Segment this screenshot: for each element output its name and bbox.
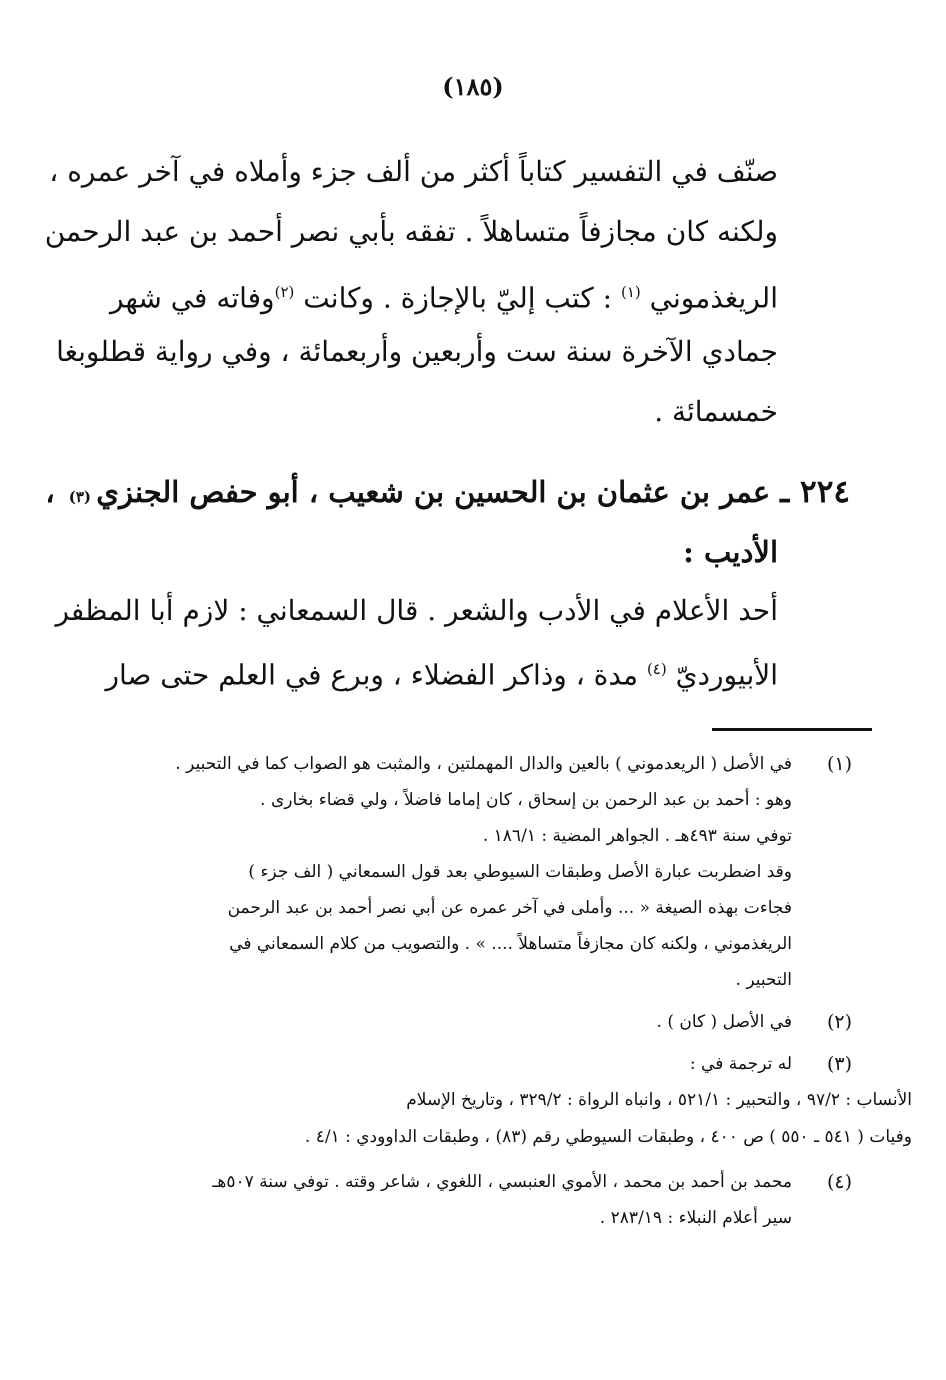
footnote-ref-4: (٤): [646, 660, 667, 678]
page-number: (١٨٥): [442, 72, 504, 101]
paragraph-text: الريغذموني: [649, 281, 778, 315]
footnote-line: فجاءت بهذه الصيغة « ... وأملى في آخر عمره عن أبي نصر أحمد بن عبد الرحمن: [227, 898, 792, 918]
footnotes: [122, 746, 912, 1236]
entry-subtitle: الأديب :: [683, 535, 778, 569]
paragraph-line: خمسمائة .: [654, 395, 778, 428]
footnote-separator: [712, 728, 872, 731]
footnote-4: [122, 1164, 852, 1236]
entry-number: ٢٢٤ ـ: [780, 474, 850, 510]
paragraph-line: جمادي الآخرة سنة ست وأربعين وأربعمائة ، وفي رواية قطلوبغا: [56, 335, 778, 368]
footnote-2: [122, 1004, 852, 1040]
footnote-1: [122, 746, 852, 998]
footnote-line: التحبير .: [735, 970, 792, 990]
footnote-text: [122, 746, 792, 998]
footnote-3: [122, 1046, 852, 1082]
footnote-text: [122, 1004, 792, 1040]
paragraph-line: [110, 262, 778, 322]
footnote-line: وهو : أحمد بن عبد الرحمن بن إسحاق ، كان إماما فاضلاً ، ولي قضاء بخارى .: [260, 790, 792, 810]
footnote-line: توفي سنة ٤٩٣هـ . الجواهر المضية : ١٨٦/١ .: [482, 826, 792, 846]
footnote-number: (٣): [826, 1053, 852, 1075]
footnote-ref-3: (٣): [68, 488, 97, 506]
main-paragraph: [44, 142, 778, 442]
footnote-ref-1: (١): [620, 283, 641, 301]
footnote-ref-2: (٢): [274, 283, 295, 301]
footnote-line: وفيات ( ٥٤١ ـ ٥٥٠ ) ص ٤٠٠ ، وطبقات السيوطي رقم (٨٣) ، وطبقات الداوودي : ٤/١ .: [304, 1127, 912, 1147]
entry-body-text: مدة ، وذاكر الفضلاء ، وبرع في العلم حتى صار: [105, 658, 639, 692]
footnote-ref-number: ٤: [652, 660, 661, 678]
footnote-text: [122, 1164, 792, 1236]
footnote-text: [122, 1046, 792, 1082]
paragraph-line: صنّف في التفسير كتاباً أكثر من ألف جزء وأملاه في آخر عمره ،: [49, 155, 778, 188]
footnote-line: سير أعلام النبلاء : ٢٨٣/١٩ .: [599, 1208, 792, 1228]
paragraph-text: وفاته في شهر: [110, 281, 275, 315]
footnote-number: (٤): [826, 1171, 852, 1193]
entry-title: عمر بن عثمان بن الحسين بن شعيب ، أبو حفص الجنزي: [96, 475, 771, 509]
footnote-number: (١): [826, 753, 852, 775]
entry-body-line: [90, 640, 778, 698]
paragraph-text: : كتب إليّ بالإجازة . وكانت: [303, 281, 613, 315]
entry-body: [55, 582, 850, 698]
footnote-ref-number: ١: [626, 283, 635, 301]
footnote-line: وقد اضطربت عبارة الأصل وطبقات السيوطي بعد قول السمعاني ( الف جزء ): [248, 862, 792, 882]
footnote-line: محمد بن أحمد بن محمد ، الأموي العنبسي ، اللغوي ، شاعر وقته . توفي سنة ٥٠٧هـ: [212, 1172, 792, 1192]
footnote-text: [122, 1082, 912, 1156]
footnote-line: في الأصل ( الريعدموني ) بالعين والدال المهملتين ، والمثبت هو الصواب كما في التحبير .: [175, 754, 792, 774]
footnote-line: الريغذموني ، ولكنه كان مجازفاً متساهلاً .... » . والتصويب من كلام السمعاني في: [229, 934, 792, 954]
biography-entry: [45, 462, 850, 698]
footnote-line: في الأصل ( كان ) .: [656, 1012, 792, 1032]
footnote-3-continued: [122, 1082, 912, 1156]
footnote-line: الأنساب : ٩٧/٢ ، والتحبير : ٥٢١/١ ، وانباه الرواة : ٣٢٩/٢ ، وتاريخ الإسلام: [406, 1090, 912, 1110]
footnote-line: له ترجمة في :: [689, 1054, 792, 1074]
footnote-ref-number: ٢: [280, 283, 289, 301]
entry-heading: [45, 462, 850, 522]
footnote-number: (٢): [826, 1011, 852, 1033]
entry-body-text: الأبيورديّ: [675, 658, 778, 692]
footnote-ref-number: ٣: [75, 488, 84, 506]
entry-body-line: أحد الأعلام في الأدب والشعر . قال السمعاني : لازم أبا المظفر: [55, 594, 778, 627]
entry-heading-tail: ،: [45, 475, 55, 509]
paragraph-line: ولكنه كان مجازفاً متساهلاً . تفقه بأبي نصر أحمد بن عبد الرحمن: [44, 215, 778, 248]
